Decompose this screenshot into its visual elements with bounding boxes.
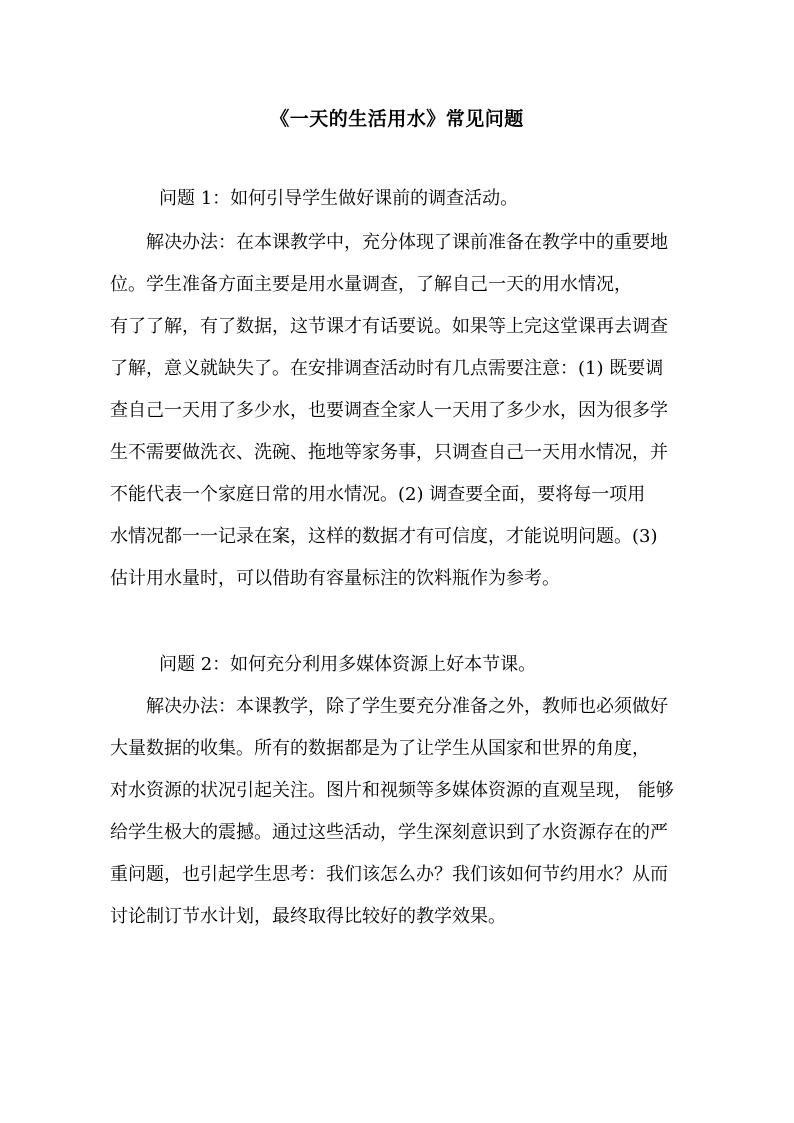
answer-1-line-6: 生不需要做洗衣、洗碗、拖地等家务事，只调查自己一天用水情况，并 [110,442,668,463]
answer-1-line-2: 位。学生准备方面主要是用水量调查，了解自己一天的用水情况， [110,274,632,295]
answer-2-line-6: 讨论制订节水计划，最终取得比较好的教学效果。 [110,906,506,927]
answer-1-line-5: 查自己一天用了多少水，也要调查全家人一天用了多少水，因为很多学 [110,400,668,421]
answer-1-line-3: 有了了解，有了数据，这节课才有话要说。如果等上完这堂课再去调查 [110,316,668,337]
answer-2-line-5: 重问题，也引起学生思考：我们该怎么办？我们该如何节约用水？从而 [110,864,668,885]
answer-1-line-4: 了解，意义就缺失了。在安排调查活动时有几点需要注意：(1) 既要调 [110,358,664,379]
answer-1-line-9: 估计用水量时，可以借助有容量标注的饮料瓶作为参考。 [110,568,560,589]
answer-2-line-4: 给学生极大的震撼。通过这些活动，学生深刻意识到了水资源存在的严 [110,822,668,843]
answer-1-line-8: 水情况都一一记录在案，这样的数据才有可信度，才能说明问题。(3) [110,526,658,547]
answer-1-line-7: 不能代表一个家庭日常的用水情况。(2) 调查要全面，要将每一项用 [110,484,646,505]
answer-1-line-1: 解决办法：在本课教学中，充分体现了课前准备在教学中的重要地 [146,232,668,253]
answer-2-line-2: 大量数据的收集。所有的数据都是为了让学生从国家和世界的角度， [110,738,650,759]
answer-2-line-1: 解决办法：本课教学，除了学生要充分准备之外，教师也必须做好 [146,696,668,717]
question-1-heading: 问题 1：如何引导学生做好课前的调查活动。 [159,188,519,209]
question-2-heading: 问题 2：如何充分利用多媒体资源上好本节课。 [159,654,537,675]
document-title: 《一天的生活用水》常见问题 [270,108,524,130]
answer-2-line-3: 对水资源的状况引起关注。图片和视频等多媒体资源的直观呈现， 能够 [110,780,674,801]
